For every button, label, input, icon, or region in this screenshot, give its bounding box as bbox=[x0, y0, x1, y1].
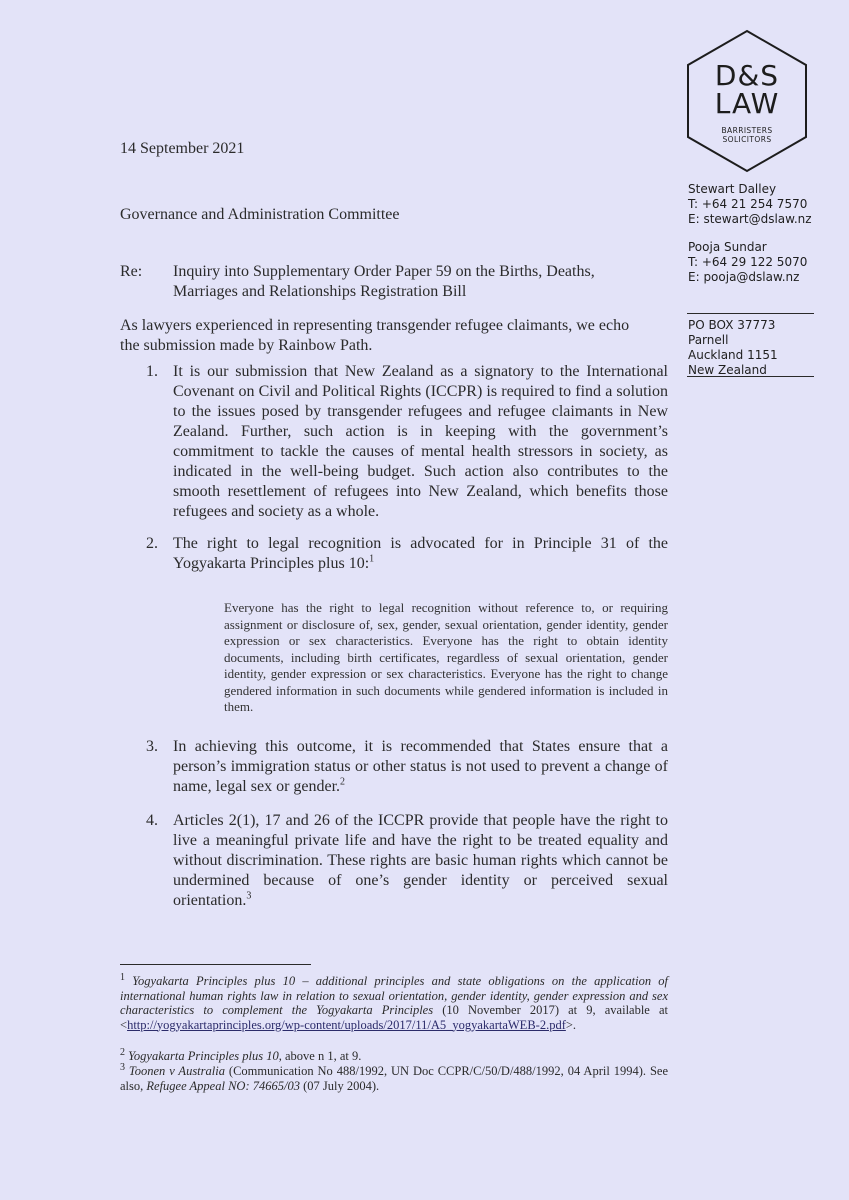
contact-block-2 bbox=[688, 240, 828, 285]
footnote-text: (07 July 2004). bbox=[299, 1078, 380, 1093]
paragraph-3-text: In achieving this outcome, it is recommended that States ensure that a person’s immigration status or other status is not used to prevent a change of name, legal sex or gender. bbox=[173, 738, 668, 795]
footnote-title: Yogyakarta Principles plus 10 – additional principles and state obligations on the application of international human rights law in relation to sexual orientation, gender identity, gender expression and sex characteristics to complement the Yogyakarta Principles bbox=[120, 974, 669, 1017]
address-bottom-rule bbox=[687, 376, 814, 377]
footnote-2 bbox=[120, 1046, 668, 1064]
footnote-number: 3 bbox=[120, 1061, 125, 1073]
paragraph-number: 1. bbox=[146, 363, 158, 380]
logo-line-3: BARRISTERS bbox=[721, 126, 773, 135]
paragraph-number: 4. bbox=[146, 812, 158, 829]
logo-line-2: LAW bbox=[714, 87, 780, 120]
re-subject: Inquiry into Supplementary Order Paper 59 on the Births, Deaths, Marriages and Relationships Registration Bill bbox=[173, 263, 595, 300]
contact-email[interactable]: E: stewart@dslaw.nz bbox=[688, 212, 812, 226]
footnote-text: (10 November 2017) at 9, available at < bbox=[120, 1003, 668, 1032]
paragraph-4-text: Articles 2(1), 17 and 26 of the ICCPR provide that people have the right to live a meaningful private life and have the right to be treated equality and without discrimination. These rights are basic human rights which cannot be undermined because of one’s gender identity or perceived sexual orientation. bbox=[173, 812, 668, 909]
paragraph-number: 3. bbox=[146, 738, 158, 755]
paragraph-2 bbox=[173, 534, 668, 574]
footnote-title: Refugee Appeal NO: 74665/03 bbox=[146, 1078, 300, 1093]
footnote-text: (Communication No 488/1992, UN Doc CCPR/C/50/D/488/1992, 04 April 1994). See also, bbox=[120, 1064, 668, 1093]
footnote-title: Yogyakarta Principles plus 10 bbox=[128, 1049, 279, 1063]
paragraph-3 bbox=[173, 737, 668, 797]
footnote-number: 1 bbox=[120, 971, 125, 983]
intro-paragraph: As lawyers experienced in representing transgender refugee claimants, we echo the submission made by Rainbow Path. bbox=[120, 317, 630, 354]
logo-line-4: SOLICITORS bbox=[722, 135, 772, 144]
footnote-text: >. bbox=[565, 1017, 577, 1032]
contact-name: Pooja Sundar bbox=[688, 240, 767, 254]
footnote-number: 2 bbox=[120, 1046, 125, 1058]
contact-name: Stewart Dalley bbox=[688, 182, 777, 196]
block-quote: Everyone has the right to legal recognition without reference to, or requiring assignment or disclosure of, sex, gender, sexual orientation, gender identity, gender expression or sex characteristics. Everyone has the right to obtain identity documents, including birth certificates, regardless of sexual orientation, gender identity, gender expression or sex characteristics. Everyone has the right to change gendered information in such documents while gendered information is included in them. bbox=[224, 600, 668, 714]
footnote-title: Toonen v Australia bbox=[128, 1064, 225, 1078]
postal-address bbox=[688, 318, 828, 378]
letter-date: 14 September 2021 bbox=[120, 140, 245, 157]
contact-phone: T: +64 21 254 7570 bbox=[688, 197, 808, 211]
footnote-link[interactable]: http://yogyakartaprinciples.org/wp-content/uploads/2017/11/A5_yogyakartaWEB-2.pdf bbox=[127, 1017, 566, 1032]
paragraph-number: 2. bbox=[146, 535, 158, 552]
firm-logo bbox=[684, 28, 810, 174]
footnote-ref: 2 bbox=[340, 776, 346, 788]
footnote-text: , above n 1, at 9. bbox=[278, 1049, 362, 1063]
address-line: Auckland 1151 bbox=[688, 348, 778, 362]
footnote-ref: 1 bbox=[369, 553, 375, 565]
contact-email[interactable]: E: pooja@dslaw.nz bbox=[688, 270, 800, 284]
paragraph-1: It is our submission that New Zealand as a signatory to the International Covenant on Civil and Political Rights (ICCPR) is required to find a solution to the issues posed by transgender refugees and refugee claimants in New Zealand. Further, such action is in keeping with the government’s commitment to tackle the causes of mental health stressors in society, as indicated in the well-being budget. Such action also contributes to the smooth resettlement of refugees into New Zealand, which benefits those refugees and society as a whole. bbox=[173, 363, 668, 520]
footnote-1 bbox=[120, 971, 669, 1032]
re-label: Re: bbox=[120, 263, 143, 280]
paragraph-2-text: The right to legal recognition is advocated for in Principle 31 of the Yogyakarta Principles plus 10: bbox=[173, 535, 668, 572]
recipient: Governance and Administration Committee bbox=[120, 206, 400, 223]
footnote-separator bbox=[120, 964, 311, 965]
footnote-ref: 3 bbox=[246, 890, 252, 902]
address-line: PO BOX 37773 bbox=[688, 318, 776, 332]
footnote-3 bbox=[120, 1061, 668, 1093]
paragraph-4 bbox=[173, 811, 668, 911]
logo-line-1: D&S bbox=[714, 59, 780, 92]
address-line: Parnell bbox=[688, 333, 729, 347]
contact-block-1 bbox=[688, 182, 828, 227]
address-top-rule bbox=[687, 313, 814, 314]
address-line: New Zealand bbox=[688, 363, 767, 377]
contact-phone: T: +64 29 122 5070 bbox=[688, 255, 808, 269]
